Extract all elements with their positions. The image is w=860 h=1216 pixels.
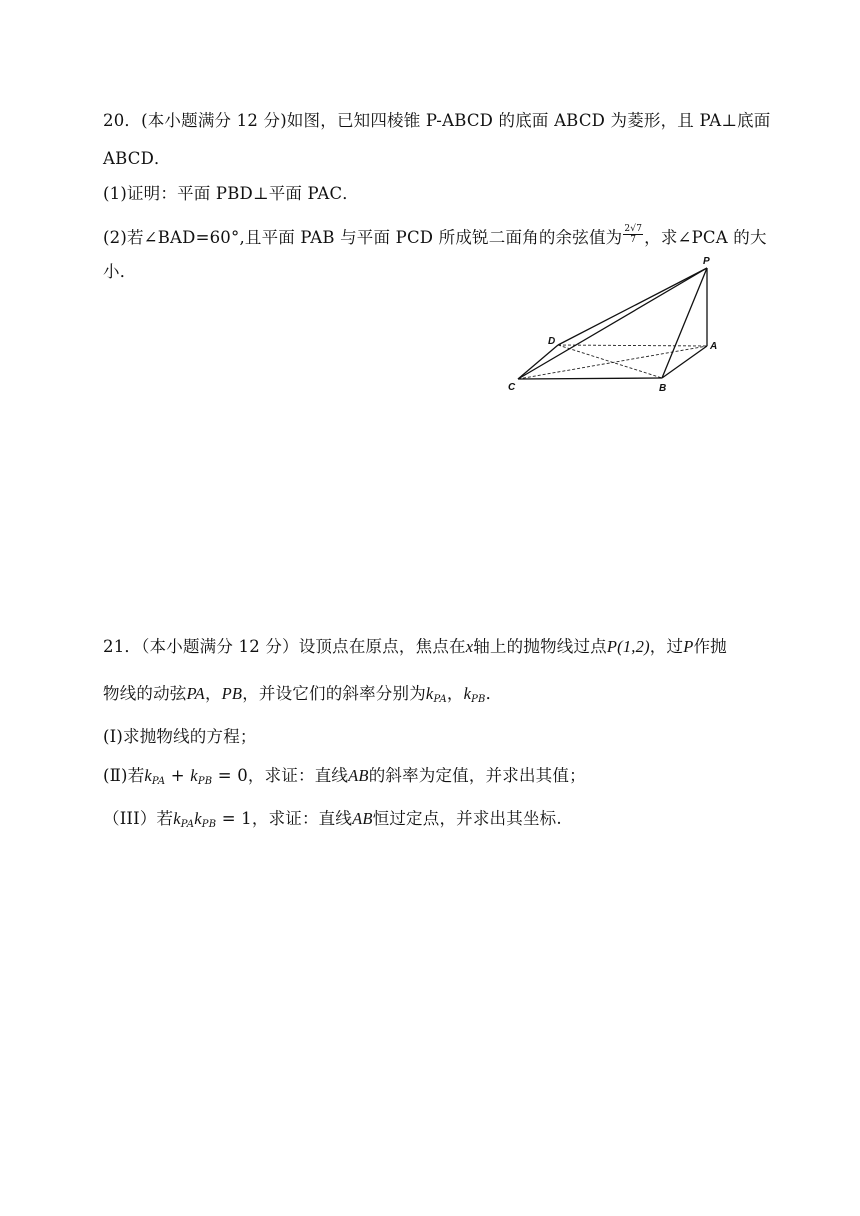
vertex-label-D: D <box>548 336 556 347</box>
var-P: P <box>683 637 694 656</box>
edge-PD <box>558 268 707 345</box>
q20-line2: ABCD． <box>103 149 171 168</box>
vertex-label-A: A <box>710 341 718 352</box>
q21-text: ，求证：直线 <box>251 809 353 828</box>
q20-part2-cont: 小． <box>103 262 137 281</box>
fraction-numerator: 2√7 <box>624 224 643 234</box>
slope-k: k <box>463 684 472 703</box>
q20-part2-text-b: ，求∠PCA 的大 <box>644 228 767 247</box>
subscript-PB: PB <box>201 819 217 830</box>
subscript-PA: PA <box>151 776 166 787</box>
q20-part2-text-a: (2)若∠BAD=60°,且平面 PAB 与平面 PCD 所成锐二面角的余弦值为 <box>103 228 623 247</box>
equation-rhs: = 1 <box>221 809 252 828</box>
q21-text: 作抛 <box>693 637 727 656</box>
q21-text: 21．（本小题满分 12 分）设顶点在原点，焦点在 <box>103 637 466 656</box>
edge-CB <box>518 378 662 379</box>
q21-text: 物线的动弦 <box>103 684 187 703</box>
q21-text: 恒过定点，并求出其坐标. <box>372 809 562 828</box>
q21-text: ，并设它们的斜率分别为 <box>242 684 426 703</box>
q21-text: （III）若 <box>103 809 174 828</box>
subscript-PB: PB <box>471 694 486 705</box>
q21-part2: (Ⅱ)若kPA + kPB = 0，求证：直线AB的斜率为定值，并求出其值； <box>103 766 586 787</box>
slope-k: k <box>173 809 181 828</box>
q21-line1 <box>103 633 727 657</box>
equation-rhs: = 0 <box>217 766 248 785</box>
point-P: P(1,2) <box>606 637 650 656</box>
chord-PA: PA <box>186 684 205 703</box>
q21-text: ． <box>485 684 503 703</box>
fraction-denominator: 7 <box>630 235 637 245</box>
q21-part1: (Ⅰ)求抛物线的方程； <box>103 727 257 746</box>
q21-text: 的斜率为定值，并求出其值； <box>368 766 586 785</box>
q21-line2 <box>103 680 502 704</box>
q20-part1: (1)证明：平面 PBD⊥平面 PAC． <box>103 184 359 203</box>
var-x: x <box>465 637 474 656</box>
line-AB: AB <box>348 766 369 785</box>
subscript-PB: PB <box>197 776 213 787</box>
vertex-label-C: C <box>508 382 516 393</box>
slope-k: k <box>190 766 198 785</box>
chord-PB: PB <box>221 684 243 703</box>
slope-k: k <box>194 809 202 828</box>
q21-part3 <box>103 805 562 829</box>
vertex-label-P: P <box>703 256 710 267</box>
q20-part2 <box>103 224 767 249</box>
q20-line1: 20．(本小题满分 12 分)如图，已知四棱锥 P-ABCD 的底面 ABCD 为菱形，且 PA⊥底面 <box>103 111 771 130</box>
edge-DB-hidden <box>558 345 662 378</box>
vertex-label-B: B <box>659 383 667 394</box>
slope-k: k <box>425 684 434 703</box>
pyramid-figure <box>500 248 720 398</box>
line-AB: AB <box>352 809 373 828</box>
edge-CD <box>518 345 558 379</box>
q21-text: ，求证：直线 <box>247 766 349 785</box>
subscript-PA: PA <box>180 819 195 830</box>
q21-text: ，过 <box>649 637 684 656</box>
q21-text: (Ⅱ)若 <box>103 766 145 785</box>
subscript-PA: PA <box>433 694 447 705</box>
slope-k: k <box>144 766 152 785</box>
q20-fraction <box>623 224 643 245</box>
q21-text: ， <box>204 684 222 703</box>
q21-text: ， <box>446 684 464 703</box>
edge-DA-hidden <box>558 345 707 346</box>
q21-text: 轴上的抛物线过点 <box>473 637 607 656</box>
